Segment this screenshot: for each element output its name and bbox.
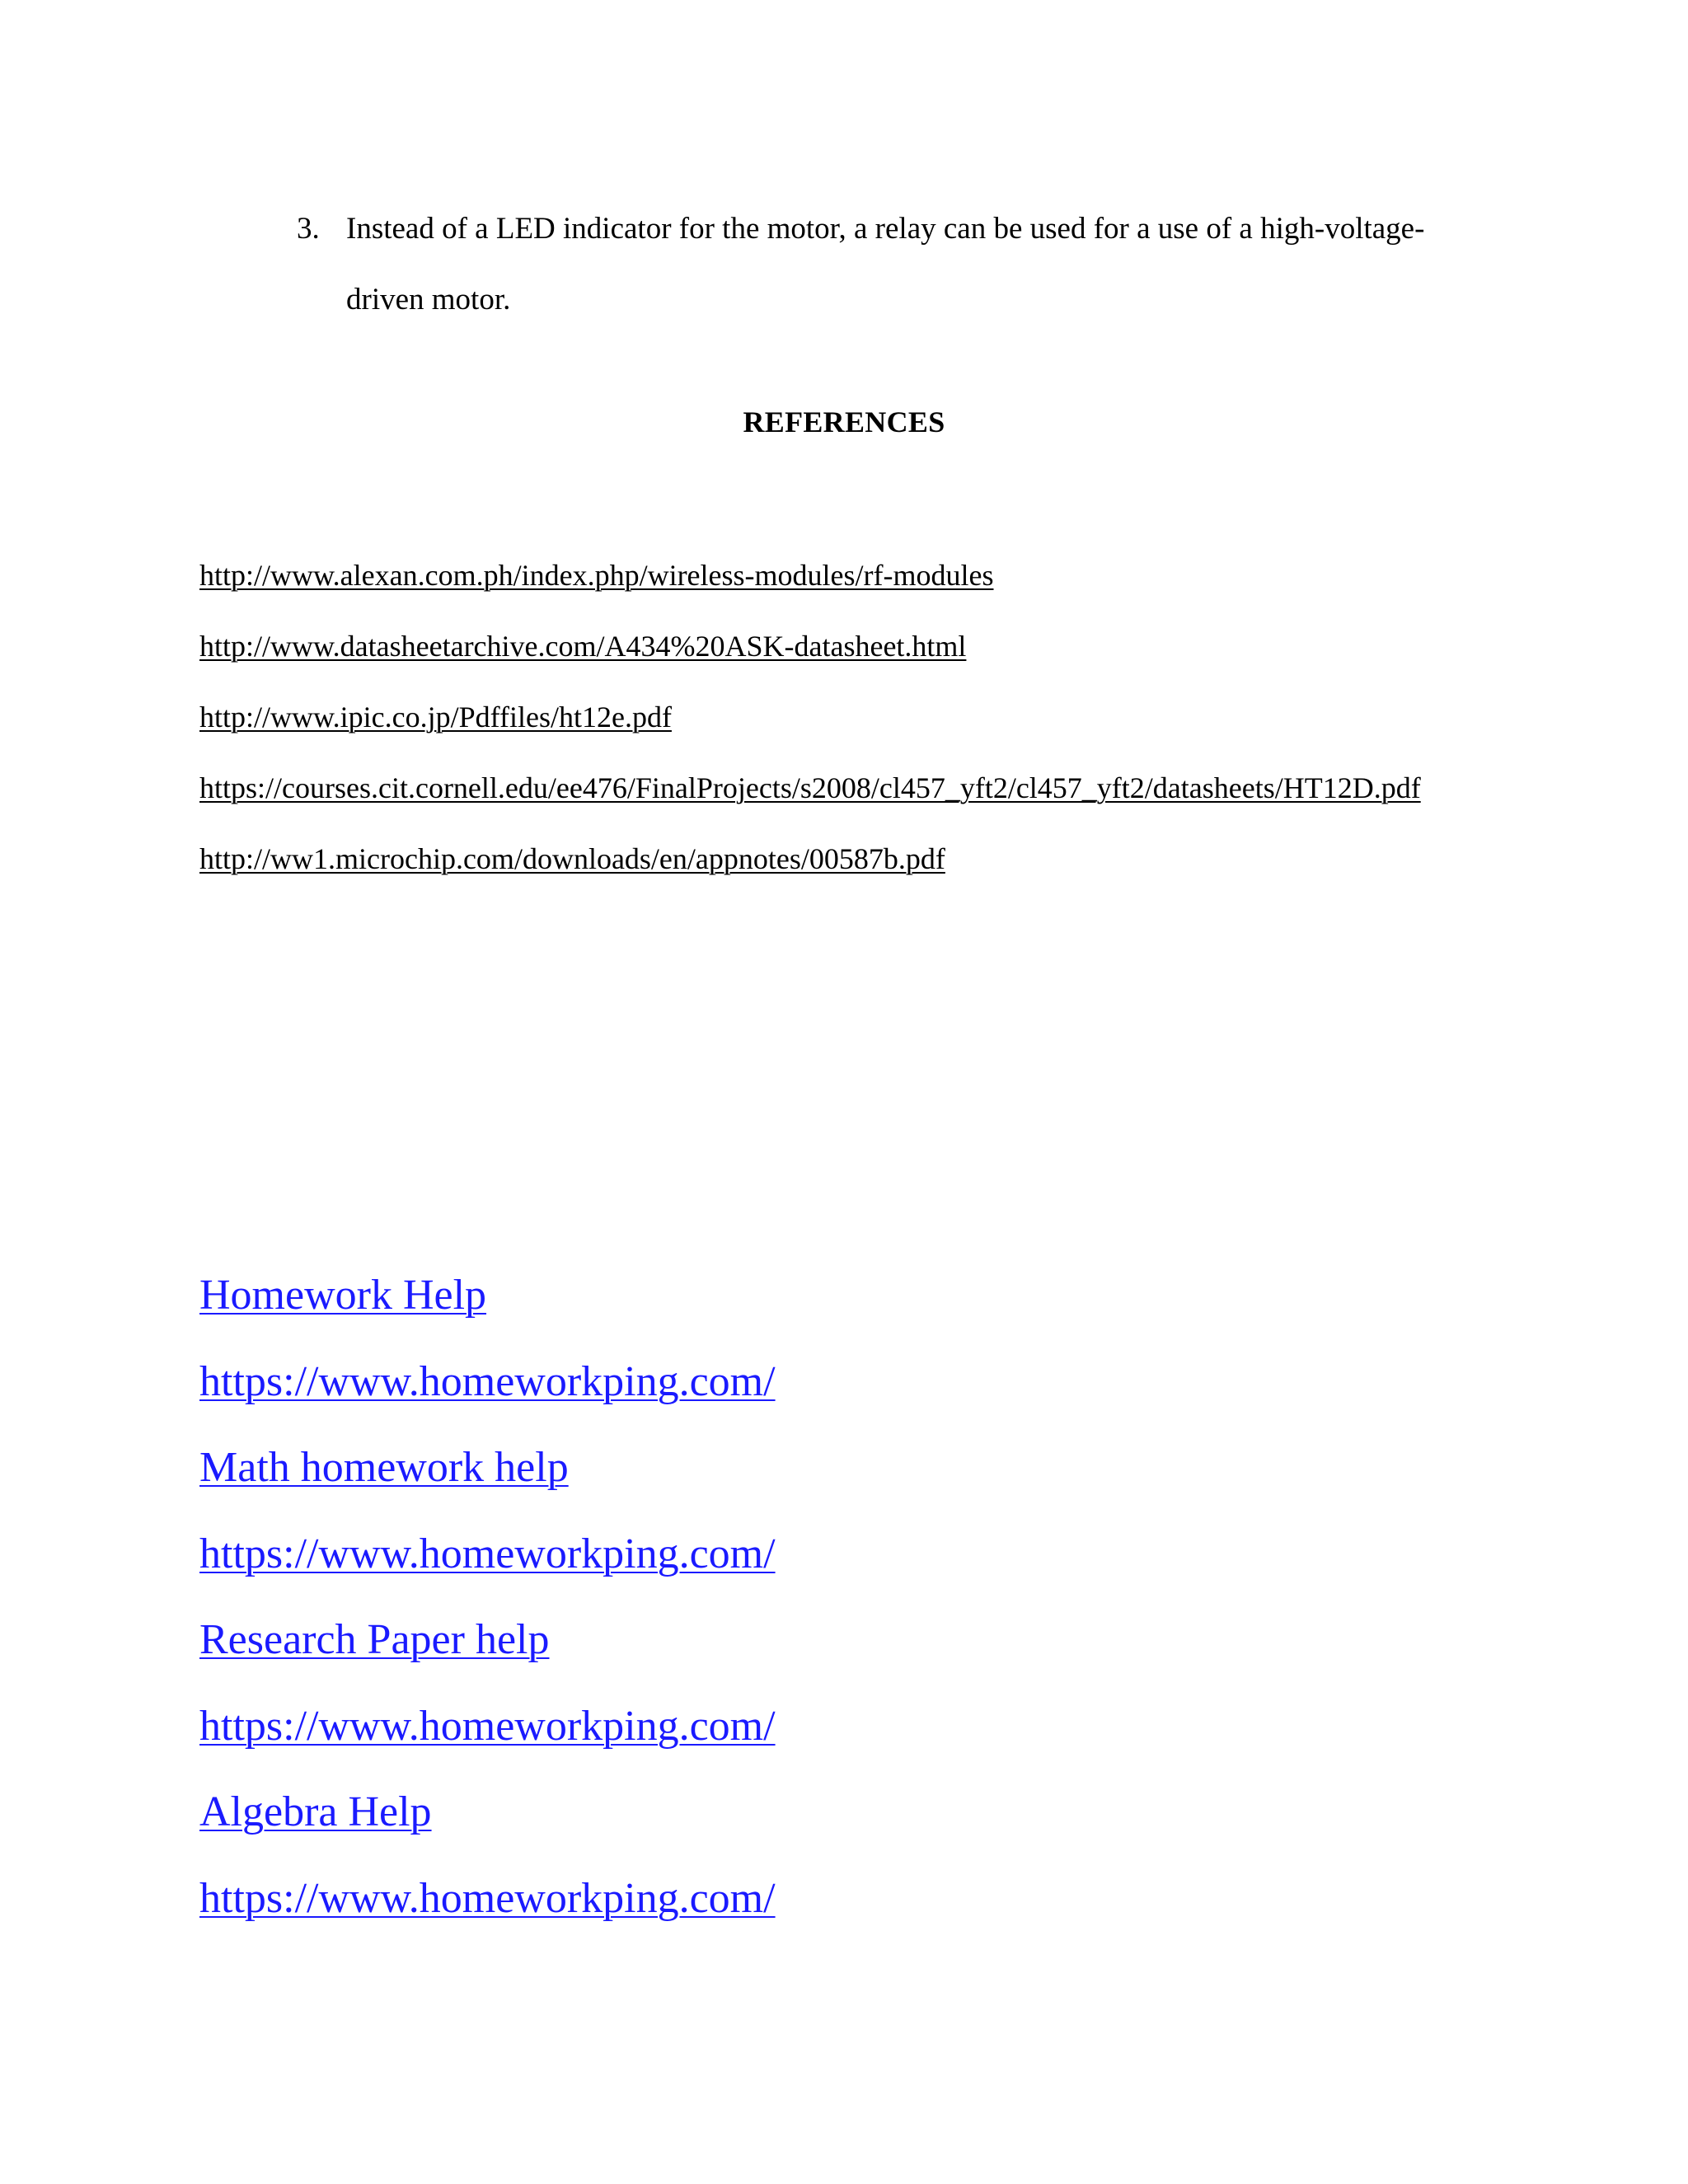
numbered-list-item [297, 194, 1484, 335]
list-item-text: Instead of a LED indicator for the motor, a relay can be used for a use of a high-voltage-driven motor. [346, 212, 1425, 316]
reference-link[interactable]: https://courses.cit.cornell.edu/ee476/FinalProjects/s2008/cl457_yft2/cl457_yft2/datasheets/HT12D.pdf [199, 771, 1421, 804]
promo-link-url[interactable]: https://www.homeworkping.com/ [199, 1530, 776, 1577]
promo-link-research-paper-help[interactable]: Research Paper help [199, 1616, 550, 1663]
references-heading: REFERENCES [743, 405, 945, 438]
reference-link[interactable]: http://www.datasheetarchive.com/A434%20ASK-datasheet.html [199, 630, 967, 663]
reference-link[interactable]: http://www.alexan.com.ph/index.php/wireless-modules/rf-modules [199, 559, 994, 592]
promo-links [199, 1253, 1189, 1942]
list-item-number: 3. [297, 212, 320, 246]
references-list [199, 540, 1493, 894]
reference-link[interactable]: http://ww1.microchip.com/downloads/en/appnotes/00587b.pdf [199, 842, 945, 875]
promo-link-algebra-help[interactable]: Algebra Help [199, 1788, 432, 1835]
promo-link-url[interactable]: https://www.homeworkping.com/ [199, 1874, 776, 1922]
promo-link-homework-help[interactable]: Homework Help [199, 1272, 487, 1319]
promo-link-url[interactable]: https://www.homeworkping.com/ [199, 1702, 776, 1750]
promo-link-url[interactable]: https://www.homeworkping.com/ [199, 1357, 776, 1405]
promo-link-math-homework-help[interactable]: Math homework help [199, 1444, 569, 1491]
reference-link[interactable]: http://www.ipic.co.jp/Pdffiles/ht12e.pdf [199, 701, 672, 733]
